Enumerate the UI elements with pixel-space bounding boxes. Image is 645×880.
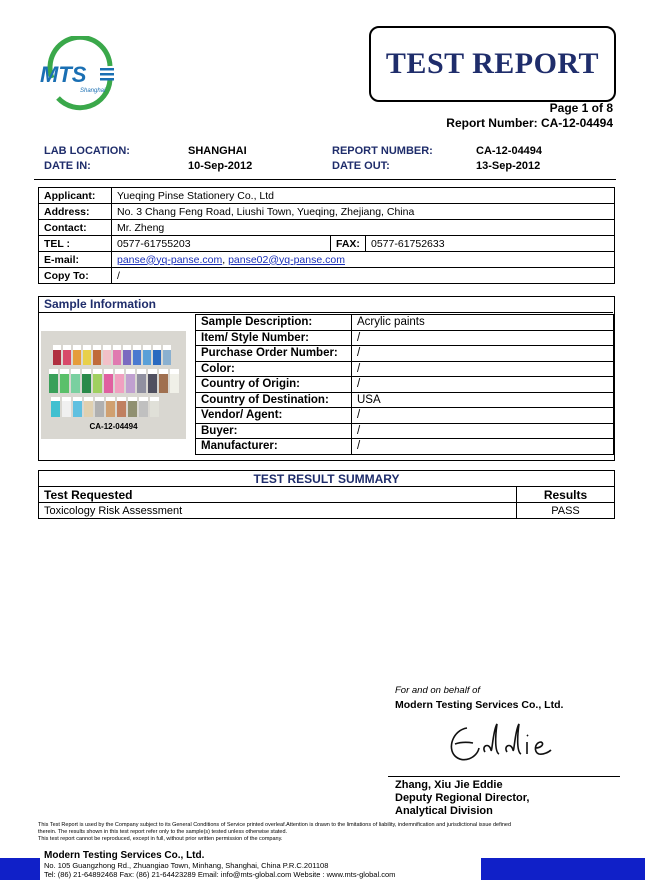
sample-field-label: Country of Origin: [196,377,352,393]
sample-field-value: / [352,377,614,393]
applicant-label: Applicant: [39,188,112,204]
sample-field-label: Sample Description: [196,315,352,331]
disclaimer-line: therein. The results shown in this test report refer only to the sample(s) tested unless otherwise stated. [38,829,288,835]
applicant-table [38,187,615,284]
sample-field-label: Manufacturer: [196,439,352,455]
test-result-summary-title: TEST RESULT SUMMARY [39,471,615,487]
contact-value: Mr. Zheng [112,220,615,236]
logo-city: Shanghai [80,88,106,94]
lab-location-value: SHANGHAI [188,145,247,157]
copy-to-label: Copy To: [39,268,112,284]
report-title: TEST REPORT [369,26,616,102]
sample-field-label: Color: [196,361,352,377]
sample-info-table [195,314,614,455]
email-separator: , [222,253,229,266]
lab-location-label: LAB LOCATION: [44,145,130,157]
table-row [39,220,615,236]
table-row [196,439,614,455]
fax-label: FAX: [331,236,366,252]
signer-name: Zhang, Xiu Jie Eddie [395,779,503,791]
table-row [39,252,615,268]
signing-company: Modern Testing Services Co., Ltd. [395,699,564,711]
footer-bar-left [0,858,40,880]
signer-title: Deputy Regional Director, [395,792,530,804]
sample-field-value: USA [352,392,614,408]
email-value [112,252,615,268]
table-row [39,487,615,503]
sample-field-label: Buyer: [196,423,352,439]
table-row [196,423,614,439]
handwritten-signature [445,718,565,768]
sample-field-label: Item/ Style Number: [196,330,352,346]
table-row [39,268,615,284]
mts-logo [38,36,124,114]
column-header-test-requested: Test Requested [39,487,517,503]
address-value: No. 3 Chang Feng Road, Liushi Town, Yueqing, Zhejiang, China [112,204,615,220]
lab-labels-right [332,144,433,174]
table-row [39,471,615,487]
table-row [39,204,615,220]
disclaimer [38,822,618,843]
email-link-2[interactable]: panse02@yq-panse.com [228,253,345,266]
footer-contact: Tel: (86) 21-64892468 Fax: (86) 21-64423289 Email: info@mts-global.com Website : www.mts-global.com [44,870,396,879]
footer-address: No. 105 Guangzhong Rd., Zhuangiao Town, Minhang, Shanghai, China P.R.C.201108 [44,861,329,870]
date-in-value: 10-Sep-2012 [188,160,253,172]
sample-field-label: Purchase Order Number: [196,346,352,362]
table-row [196,408,614,424]
sample-field-label: Country of Destination: [196,392,352,408]
date-out-value: 13-Sep-2012 [476,160,541,172]
copy-to-value: / [112,268,615,284]
sample-field-value: Acrylic paints [352,315,614,331]
sample-field-value: / [352,330,614,346]
column-header-results: Results [517,487,615,503]
sample-photo-caption: CA-12-04494 [89,422,138,431]
lab-values-right [476,144,542,174]
table-row [196,361,614,377]
report-number-value: CA-12-04494 [476,145,543,157]
sample-field-value: / [352,423,614,439]
table-row [196,330,614,346]
email-label: E-mail: [39,252,112,268]
sample-field-value: / [352,408,614,424]
disclaimer-line: This test report cannot be reproduced, except in full, without prior written permission of the company. [38,836,283,842]
table-row [196,315,614,331]
lab-labels-left [44,144,130,174]
sample-field-value: / [352,439,614,455]
address-label: Address: [39,204,112,220]
tel-label: TEL : [39,236,112,252]
divider [34,179,616,180]
table-row [196,377,614,393]
footer-bar-right [481,858,645,880]
page-info [446,101,613,131]
table-row [196,392,614,408]
page-number: Page 1 of 8 [549,101,613,115]
tel-value: 0577-61755203 [112,236,331,252]
date-in-label: DATE IN: [44,160,91,172]
email-link-1[interactable]: panse@yq-panse.com [117,253,223,266]
table-row [39,188,615,204]
logo-brand: MTS [40,62,87,87]
footer-company: Modern Testing Services Co., Ltd. [44,850,205,861]
footer-address-block [44,861,395,879]
sample-field-value: / [352,361,614,377]
signature-line [388,776,620,777]
fax-value: 0577-61752633 [366,236,615,252]
table-row [39,236,615,252]
signer-division: Analytical Division [395,805,493,817]
table-row [39,503,615,519]
applicant-value: Yueqing Pinse Stationery Co., Ltd [112,188,615,204]
sample-field-value: / [352,346,614,362]
disclaimer-line: This Test Report is used by the Company subject to its General Conditions of Service printed overleaf.Attention is drawn to the limitations of liability, indemnification and jurisdictional issue defined [38,822,512,828]
signer-block [395,779,529,818]
date-out-label: DATE OUT: [332,160,390,172]
table-row [196,346,614,362]
test-result-summary-table [38,470,615,519]
sample-field-label: Vendor/ Agent: [196,408,352,424]
contact-label: Contact: [39,220,112,236]
sample-information-heading: Sample Information [38,296,613,313]
test-requested-cell: Toxicology Risk Assessment [39,503,517,519]
report-number-header: Report Number: CA-12-04494 [446,116,613,130]
on-behalf-text: For and on behalf of [395,685,481,696]
result-cell: PASS [517,503,615,519]
lab-values-left [188,144,252,174]
report-number-label: REPORT NUMBER: [332,145,433,157]
